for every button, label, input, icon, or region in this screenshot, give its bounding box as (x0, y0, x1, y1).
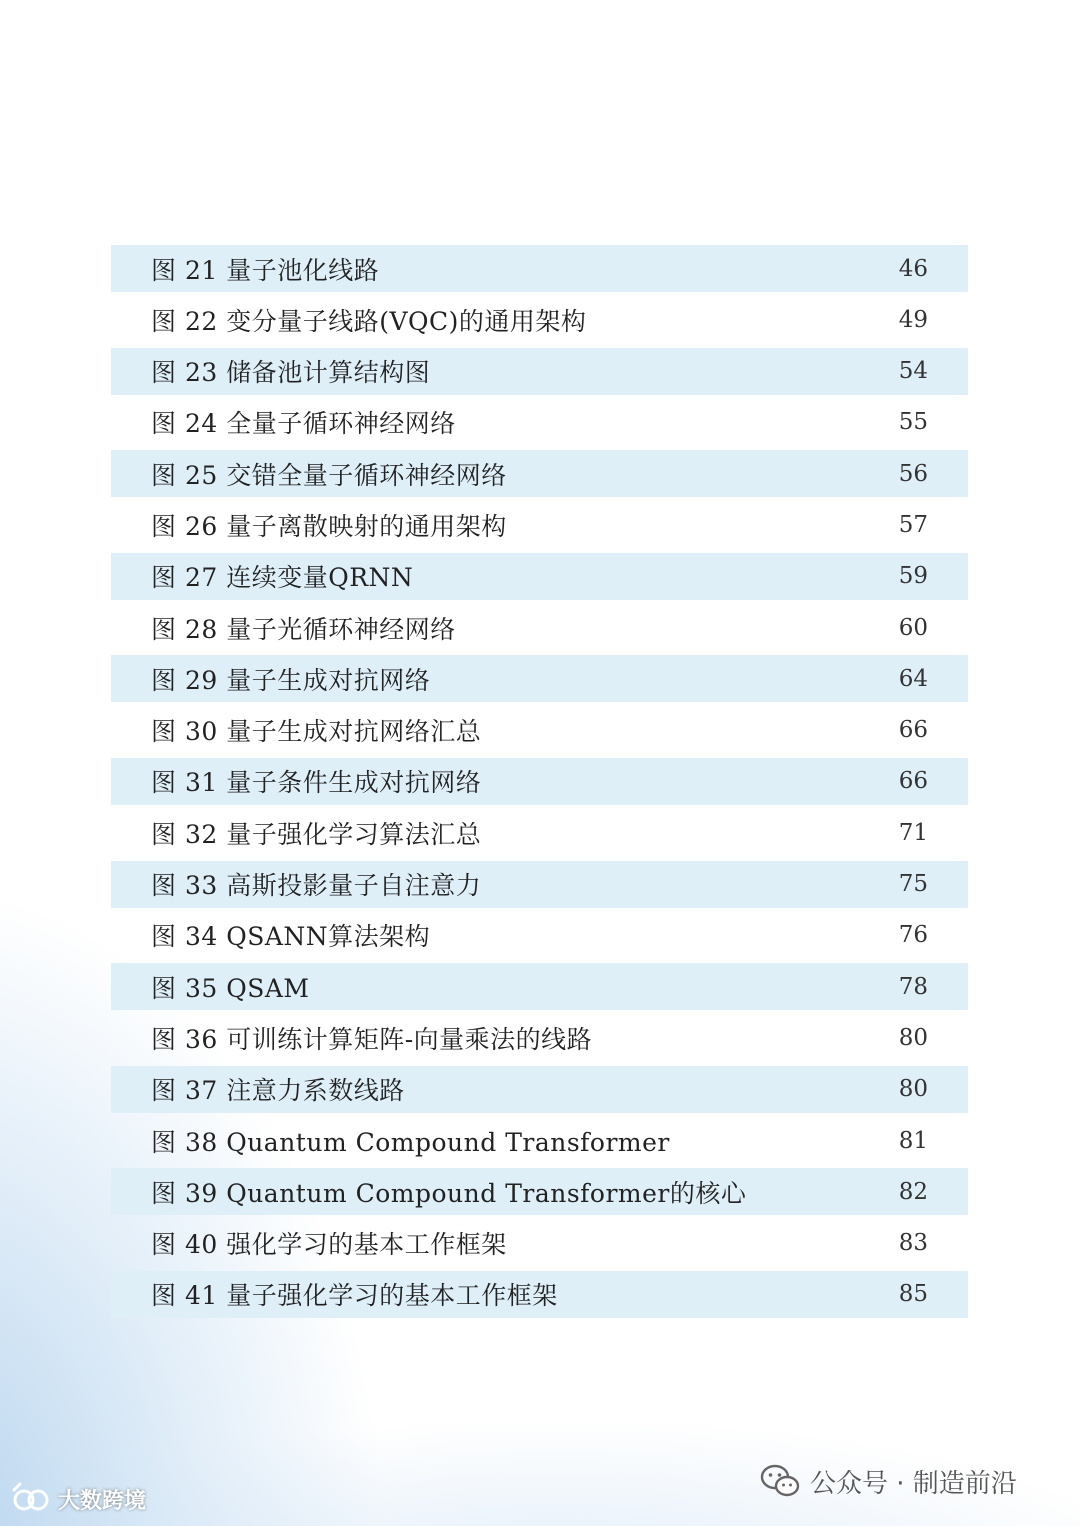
toc-title: 图 29 量子生成对抗网络 (151, 665, 431, 695)
toc-row[interactable] (111, 912, 968, 959)
toc-title: 图 21 量子池化线路 (151, 255, 380, 285)
toc-title: 图 22 变分量子线路(VQC)的通用架构 (151, 306, 587, 336)
wechat-account-label (760, 1458, 1017, 1504)
wechat-account-text: 公众号 · 制造前沿 (810, 1468, 1017, 1499)
toc-page-number: 57 (898, 511, 928, 538)
brand-logo-icon (10, 1478, 52, 1520)
toc-page-number: 55 (898, 409, 928, 436)
brand-watermark-text: 大数跨境 (58, 1488, 147, 1514)
toc-row[interactable] (111, 450, 968, 497)
toc-row[interactable] (111, 1066, 968, 1113)
toc-page-number: 59 (898, 563, 928, 590)
toc-title: 图 40 强化学习的基本工作框架 (151, 1230, 507, 1260)
toc-page-number: 46 (898, 255, 928, 282)
toc-title: 图 30 量子生成对抗网络汇总 (151, 717, 482, 747)
toc-title: 图 28 量子光循环神经网络 (151, 614, 456, 644)
toc-page-number: 83 (898, 1230, 928, 1257)
toc-row[interactable] (111, 963, 968, 1010)
toc-page-number: 81 (898, 1127, 928, 1154)
toc-title: 图 37 注意力系数线路 (151, 1076, 405, 1106)
toc-title: 图 34 QSANN算法架构 (151, 922, 431, 952)
toc-page-number: 80 (898, 1076, 928, 1103)
toc-page-number: 56 (898, 460, 928, 487)
toc-title: 图 23 储备池计算结构图 (151, 358, 431, 388)
toc-page-number: 76 (898, 922, 928, 949)
toc-row[interactable] (111, 707, 968, 754)
toc-title: 图 31 量子条件生成对抗网络 (151, 768, 482, 798)
toc-row[interactable] (111, 1014, 968, 1061)
toc-title: 图 39 Quantum Compound Transformer的核心 (151, 1178, 747, 1208)
toc-page-number: 85 (898, 1281, 928, 1308)
toc-title: 图 38 Quantum Compound Transformer (151, 1127, 670, 1157)
toc-page-number: 80 (898, 1024, 928, 1051)
toc-row[interactable] (111, 245, 968, 292)
toc-row[interactable] (111, 1168, 968, 1215)
toc-page-number: 71 (898, 819, 928, 846)
toc-row[interactable] (111, 655, 968, 702)
toc-row[interactable] (111, 1271, 968, 1318)
toc-page-number: 66 (898, 717, 928, 744)
toc-page-number: 54 (898, 358, 928, 385)
toc-row[interactable] (111, 348, 968, 395)
toc-title: 图 27 连续变量QRNN (151, 563, 414, 593)
toc-title: 图 25 交错全量子循环神经网络 (151, 460, 507, 490)
toc-row[interactable] (111, 1117, 968, 1164)
toc-title: 图 36 可训练计算矩阵-向量乘法的线路 (151, 1024, 593, 1054)
toc-row[interactable] (111, 758, 968, 805)
figure-list (111, 245, 968, 1322)
toc-title: 图 35 QSAM (151, 973, 310, 1003)
toc-page-number: 75 (898, 871, 928, 898)
toc-row[interactable] (111, 553, 968, 600)
toc-title: 图 33 高斯投影量子自注意力 (151, 871, 482, 901)
toc-title: 图 24 全量子循环神经网络 (151, 409, 456, 439)
toc-row[interactable] (111, 1220, 968, 1267)
toc-page-number: 66 (898, 768, 928, 795)
brand-watermark (10, 1478, 146, 1520)
toc-page-number: 78 (898, 973, 928, 1000)
wechat-icon (760, 1463, 800, 1499)
toc-row[interactable] (111, 861, 968, 908)
toc-page-number: 60 (898, 614, 928, 641)
toc-page-number: 82 (898, 1178, 928, 1205)
toc-row[interactable] (111, 809, 968, 856)
toc-page-number: 49 (898, 306, 928, 333)
toc-title: 图 41 量子强化学习的基本工作框架 (151, 1281, 558, 1311)
toc-page-number: 64 (898, 665, 928, 692)
toc-row[interactable] (111, 604, 968, 651)
toc-row[interactable] (111, 296, 968, 343)
toc-row[interactable] (111, 501, 968, 548)
toc-title: 图 26 量子离散映射的通用架构 (151, 511, 507, 541)
toc-row[interactable] (111, 399, 968, 446)
toc-title: 图 32 量子强化学习算法汇总 (151, 819, 482, 849)
